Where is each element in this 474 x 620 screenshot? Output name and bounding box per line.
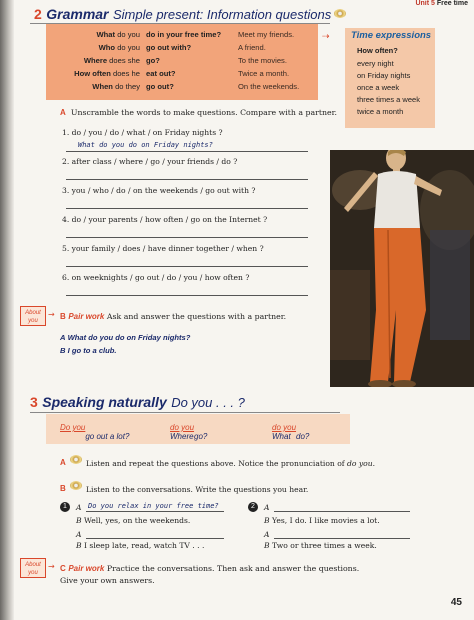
dialog-line: B I go to a club. (60, 346, 117, 355)
handwritten-answer: What do you do on Friday nights? (78, 141, 213, 149)
answer-line[interactable] (274, 538, 410, 539)
exercise-prompt: 4. do / your parents / how often / go on the Internet ? (62, 215, 268, 224)
time-expressions-box (345, 28, 435, 128)
about-you-badge: About you (20, 558, 46, 578)
exercise-prompt: 2. after class / where / go / your friends / do ? (62, 157, 238, 166)
handwritten-answer: Do you relax in your free time? (88, 502, 219, 510)
speaking-phrase: Where do you go? (170, 423, 208, 441)
speaking-c-instruction-2: Give your own answers. (60, 576, 155, 585)
speaker-a: A (264, 530, 270, 539)
grammar-row: How often does he eat out? Twice a month. (74, 69, 290, 78)
exercise-b-instruction: B Pair work Ask and answer the questions with a partner. (60, 312, 287, 321)
arrow-icon: → (48, 310, 55, 319)
time-expression-item: three times a week (357, 95, 420, 104)
exercise-a-instruction: A Unscramble the words to make questions. Compare with a partner. (60, 108, 338, 117)
dialog-line: B Well, yes, on the weekends. (76, 516, 191, 525)
section-subtitle: Simple present: Information questions (112, 7, 332, 22)
conversation-number: 1 (60, 502, 70, 512)
answer-line[interactable] (86, 538, 224, 539)
time-expression-item: once a week (357, 83, 400, 92)
grammar-row: When do they go out? On the weekends. (92, 82, 300, 91)
audio-cd-icon[interactable] (334, 9, 346, 18)
exercise-prompt: 6. on weeknights / go out / do / you / how often ? (62, 273, 250, 282)
speaking-c-instruction: C Pair work Practice the conversations. Then ask and answer the questions. (60, 564, 360, 573)
dotted-arrow-icon: ⇢ (322, 31, 330, 41)
answer-line[interactable] (66, 237, 308, 238)
grammar-row: Where does she go? To the movies. (83, 56, 287, 65)
audio-cd-icon[interactable] (70, 455, 82, 464)
dialog-line: B Two or three times a week. (264, 541, 377, 550)
speaker-a: A (76, 530, 82, 539)
answer-line[interactable] (66, 208, 308, 209)
conversation-number: 2 (248, 502, 258, 512)
answer-line[interactable] (66, 179, 308, 180)
speaking-b-label: B (60, 484, 66, 493)
exercise-prompt: 3. you / who / do / on the weekends / go out with ? (62, 186, 256, 195)
section-subtitle: Do you . . . ? (171, 395, 245, 410)
dancing-man-photo (330, 150, 474, 387)
about-you-badge: About you (20, 306, 46, 326)
section-number: 2 (34, 6, 42, 22)
section-title: Speaking naturally (42, 394, 167, 410)
speaking-a-text: Listen and repeat the questions above. Notice the pronunciation of do you. (86, 459, 376, 468)
speaking-phrase: Do you go out a lot? (60, 423, 130, 441)
dialog-line: B Yes, I do. I like movies a lot. (264, 516, 380, 525)
page-gutter-shadow (0, 0, 14, 620)
speaking-b-text: Listen to the conversations. Write the questions you hear. (86, 485, 309, 494)
section-number: 3 (30, 394, 38, 410)
speaking-heading (30, 394, 245, 411)
answer-line[interactable] (66, 266, 308, 267)
time-expression-item: every night (357, 59, 394, 68)
grammar-table (46, 24, 318, 100)
speaking-phrases-box (46, 414, 350, 444)
time-expressions-heading: How often? (357, 46, 398, 55)
page-number: 45 (450, 597, 462, 608)
answer-line[interactable] (66, 151, 308, 152)
answer-line[interactable] (66, 295, 308, 296)
answer-line[interactable] (274, 511, 410, 512)
exercise-prompt: 5. your family / does / have dinner together / when ? (62, 244, 264, 253)
grammar-row: What do you do in your free time? Meet my friends. (96, 30, 295, 39)
time-expressions-title: Time expressions (351, 30, 432, 41)
grammar-heading (34, 6, 331, 23)
speaker-a: A (76, 503, 82, 512)
speaking-phrase: What do you do? (272, 423, 310, 441)
answer-line[interactable] (86, 511, 224, 512)
exercise-prompt: 1. do / you / do / what / on Friday nights ? (62, 128, 223, 137)
dialog-line: B I sleep late, read, watch TV . . . (76, 541, 205, 550)
grammar-row: Who do you go out with? A friend. (98, 43, 266, 52)
speaker-a: A (264, 503, 270, 512)
time-expression-item: on Friday nights (357, 71, 411, 80)
speaking-a-instruction: A (60, 458, 66, 467)
unit-header: Unit 5 Free time (415, 0, 468, 7)
dialog-line: A What do you do on Friday nights? (60, 333, 191, 342)
audio-cd-icon[interactable] (70, 481, 82, 490)
dancer-illustration (330, 150, 474, 387)
section-rule (30, 412, 340, 413)
section-title: Grammar (46, 6, 109, 22)
arrow-icon: → (48, 562, 55, 571)
time-expression-item: twice a month (357, 107, 404, 116)
